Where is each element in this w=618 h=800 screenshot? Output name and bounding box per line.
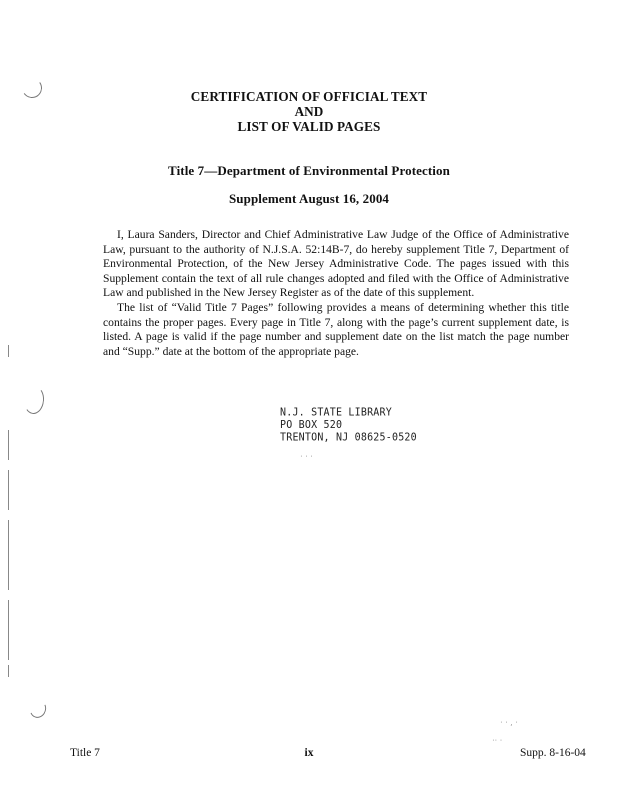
scan-artifact [8, 470, 9, 510]
library-stamp [280, 407, 417, 445]
certification-paragraph: I, Laura Sanders, Director and Chief Administrative Law Judge of the Office of Administrative Law, pursuant to the authority of N.J.S.A. 52:14B-7, do hereby supplement Title 7, Department of Environmental Protection, of the New Jersey Administrative Code. The pages issued with this Supplement contain the text of all rule changes adopted and filed with the Office of Administrative Law and published in the New Jersey Register as of the date of this supplement. [103, 228, 569, 300]
scan-artifact: ⋅ ⋅ ⋅ [300, 452, 313, 461]
valid-pages-heading: LIST OF VALID PAGES [237, 119, 381, 134]
valid-pages-paragraph: The list of “Valid Title 7 Pages” following provides a means of determining whether this title contains the proper pages. Every page in Title 7, along with the page’s current supplement date, is listed. A page is valid if the page number and supplement date on the list match the page number and “Supp.” date at the bottom of the appropriate page. [103, 301, 569, 358]
footer-title: Title 7 [70, 747, 100, 759]
footer-supplement-date: Supp. 8-16-04 [520, 747, 586, 759]
scan-artifact: ⋅⋅ ⋅ [492, 736, 503, 745]
stamp-line-library: N.J. STATE LIBRARY [280, 407, 392, 419]
stamp-line-pobox: PO BOX 520 [280, 419, 343, 432]
footer-page-number: ix [304, 747, 314, 759]
scan-artifact [27, 698, 48, 720]
scan-artifact [8, 600, 9, 660]
stamp-line-address: TRENTON, NJ 08625-0520 [280, 432, 417, 444]
scan-artifact: ⋅ ⋅ , ⋅ [500, 718, 518, 727]
scan-artifact [23, 385, 45, 415]
scan-artifact [8, 520, 9, 590]
scan-artifact [8, 665, 9, 677]
certification-heading-and: AND [294, 104, 324, 119]
scan-artifact [8, 345, 9, 357]
certification-heading: CERTIFICATION OF OFFICIAL TEXT [190, 89, 428, 104]
scan-artifact [8, 430, 9, 460]
supplement-heading: Supplement August 16, 2004 [228, 191, 390, 206]
title-heading: Title 7—Department of Environmental Protection [168, 163, 450, 178]
